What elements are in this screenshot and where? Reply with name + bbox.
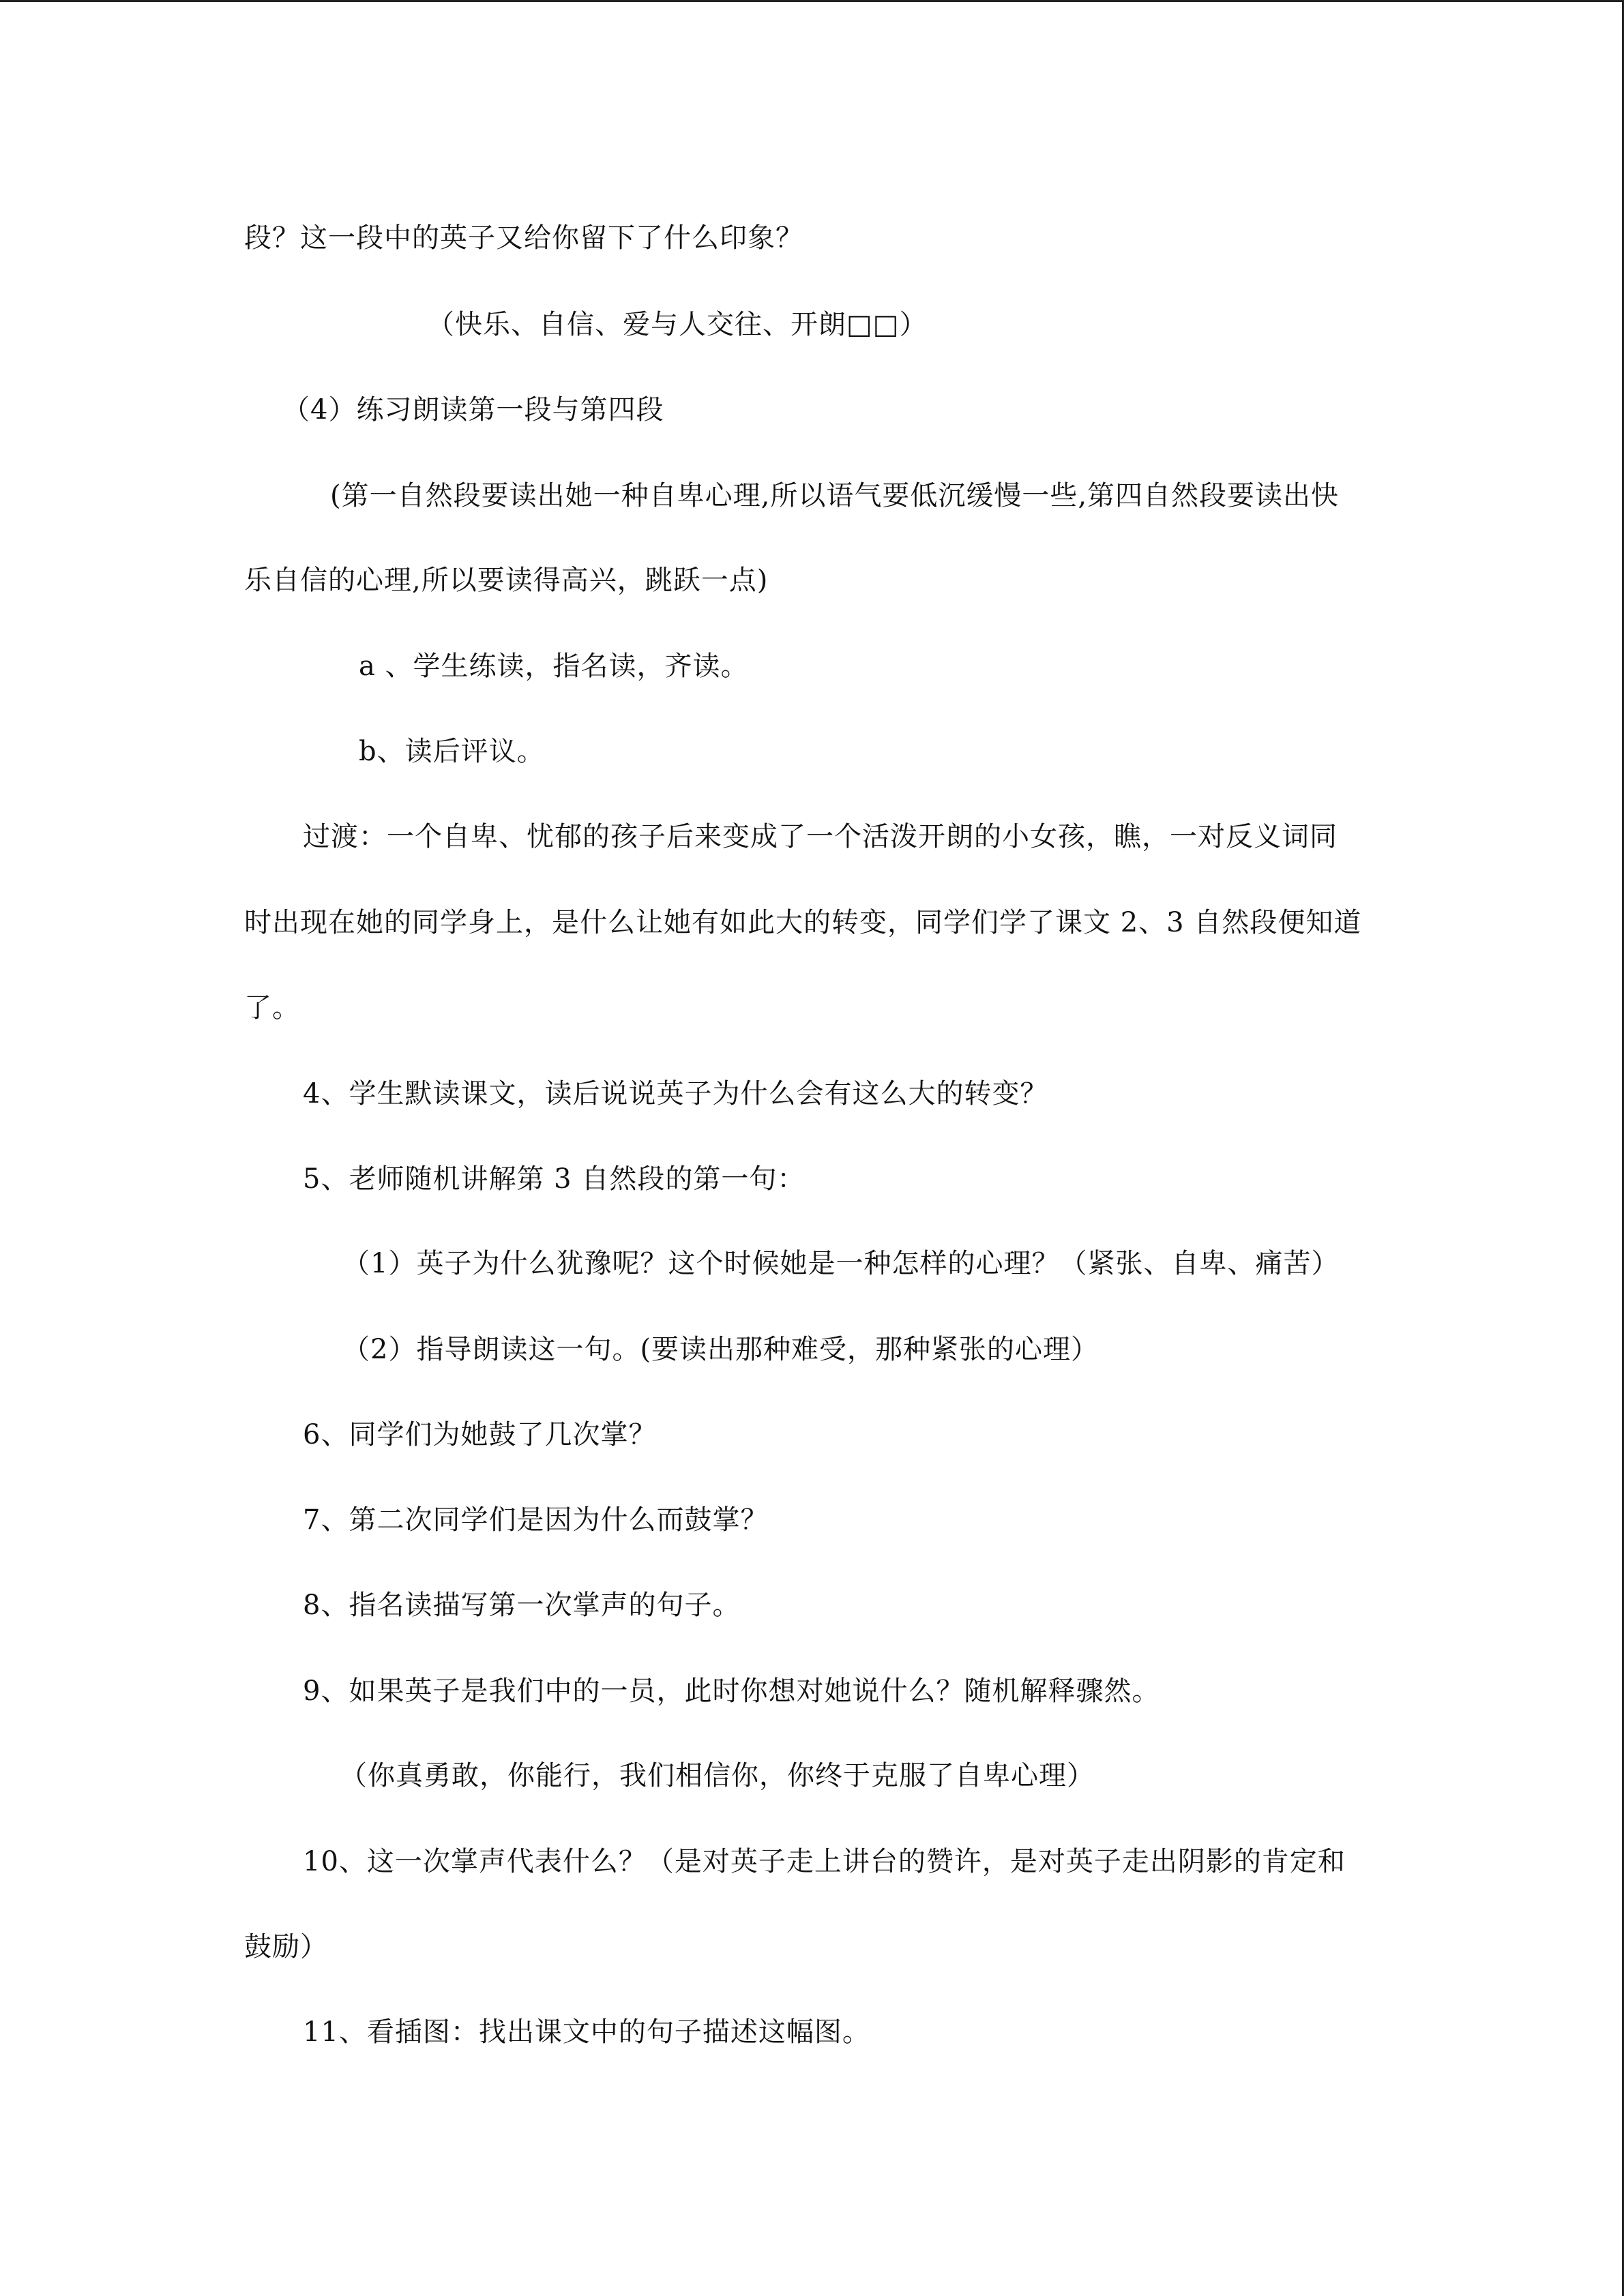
text-line: （2）指导朗读这一句。(要读出那种难受，那种紧张的心理） — [342, 1334, 1099, 1365]
text-line: (第一自然段要读出她一种自卑心理,所以语气要低沉缓慢一些,第四自然段要读出快 — [330, 480, 1340, 511]
text-line: a 、学生练读，指名读，齐读。 — [359, 651, 749, 682]
text-line: 5、老师随机讲解第 3 自然段的第一句： — [303, 1163, 806, 1195]
text-line: b、读后评议。 — [359, 736, 545, 767]
text-line: 时出现在她的同学身上，是什么让她有如此大的转变，同学们学了课文 2、3 自然段便知道 — [244, 907, 1362, 938]
text-line: （1）英子为什么犹豫呢？这个时候她是一种怎样的心理？（紧张、自卑、痛苦） — [342, 1248, 1340, 1279]
text-line: 4、学生默读课文，读后说说英子为什么会有这么大的转变？ — [303, 1078, 1048, 1109]
text-line: 6、同学们为她鼓了几次掌？ — [303, 1419, 657, 1450]
text-line: （快乐、自信、爱与人交往、开朗□□） — [427, 309, 928, 340]
text-line: （4）练习朗读第一段与第四段 — [282, 394, 664, 426]
text-line: 了。 — [244, 992, 300, 1024]
text-line: 9、如果英子是我们中的一员，此时你想对她说什么？随机解释骤然。 — [303, 1675, 1160, 1707]
text-line: （你真勇敢，你能行，我们相信你，你终于克服了自卑心理） — [340, 1760, 1095, 1791]
text-line: 11、看插图：找出课文中的句子描述这幅图。 — [303, 2016, 870, 2048]
text-line: 乐自信的心理,所以要读得高兴，跳跃一点) — [244, 565, 769, 596]
text-line: 7、第二次同学们是因为什么而鼓掌？ — [303, 1504, 769, 1536]
text-line: 10、这一次掌声代表什么？（是对英子走上讲台的赞许，是对英子走出阴影的肯定和 — [303, 1846, 1346, 1877]
text-line: 8、指名读描写第一次掌声的句子。 — [303, 1590, 741, 1621]
text-line: 段？这一段中的英子又给你留下了什么印象？ — [244, 222, 803, 254]
text-line: 过渡：一个自卑、忧郁的孩子后来变成了一个活泼开朗的小女孩，瞧，一对反义词同 — [303, 821, 1338, 852]
text-line: 鼓励） — [244, 1931, 328, 1963]
